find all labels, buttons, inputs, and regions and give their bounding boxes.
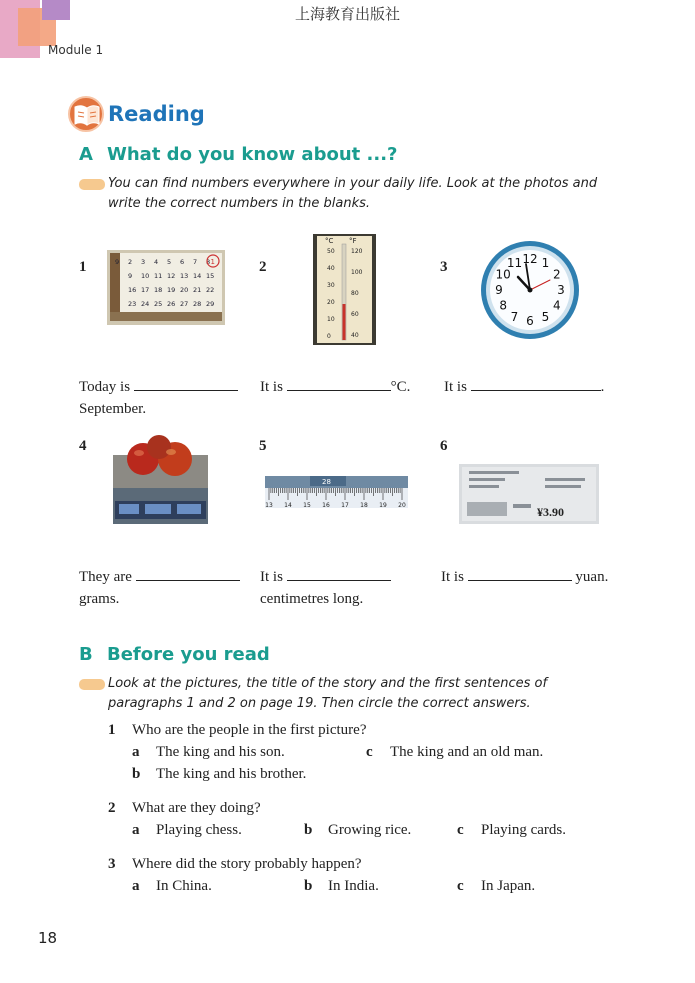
clock-numeral: 8 (499, 298, 508, 313)
clock-numeral: 10 (495, 267, 511, 282)
ruler-tick-label: 13 (265, 502, 273, 509)
item-3-blank[interactable] (471, 377, 601, 391)
q3-option-b[interactable]: b In India. (304, 878, 379, 894)
ruler-tick-label: 18 (360, 502, 368, 509)
item-2-answer: It is °C. (260, 379, 411, 395)
section-b-title: B Before you read (79, 644, 270, 665)
item-5-number: 5 (259, 438, 267, 454)
publisher-name: 上海教育出版社 (294, 5, 400, 23)
thermo-celsius-tick: 20 (327, 299, 335, 306)
thermo-fahrenheit-tick: 80 (351, 290, 359, 297)
item-2-number: 2 (259, 259, 267, 275)
item-6-number: 6 (440, 438, 448, 454)
calendar-row-4: 23 24 25 26 27 28 29 (128, 300, 215, 308)
svg-text:°C: °C (325, 237, 334, 245)
price-text: ¥3.90 (537, 505, 564, 519)
calendar-photo (107, 250, 225, 325)
q1-option-a[interactable]: a The king and his son. (132, 744, 285, 760)
calendar-circled-date: 1 (210, 258, 215, 266)
item-6-blank[interactable] (468, 567, 572, 581)
clock-numeral: 7 (510, 309, 519, 324)
reading-header (68, 96, 205, 132)
item-4-number: 4 (79, 438, 87, 454)
thermo-celsius-tick: 0 (327, 333, 331, 340)
thermo-celsius-tick: 50 (327, 248, 335, 255)
item-3-answer: It is . (444, 379, 605, 395)
clock-numeral: 2 (552, 267, 561, 282)
q1-option-c[interactable]: c The king and an old man. (366, 744, 544, 760)
thermo-fahrenheit-tick: 100 (351, 269, 363, 276)
thermometer-photo (313, 234, 376, 345)
ruler-tick-label: 20 (398, 502, 406, 509)
thermo-celsius-tick: 10 (327, 316, 335, 323)
thermo-fahrenheit-tick: 60 (351, 311, 359, 318)
item-1-answer: Today is September. (79, 376, 238, 420)
clock-numeral: 5 (541, 309, 550, 324)
calendar-row-3: 16 17 18 19 20 21 22 (128, 286, 215, 294)
item-4-answer: They are grams. (79, 566, 240, 610)
svg-text:°F: °F (349, 237, 357, 245)
thermo-fahrenheit-tick: 40 (351, 332, 359, 339)
q3-option-a[interactable]: a In China. (132, 878, 212, 894)
clock-numeral: 4 (552, 298, 561, 313)
ruler-tick-label: 15 (303, 502, 311, 509)
item-3-number: 3 (440, 259, 448, 275)
svg-text:28: 28 (322, 478, 331, 486)
ruler-tick-label: 17 (341, 502, 349, 509)
calendar-row-1: 9 2 3 4 5 6 7 8 (115, 258, 211, 266)
clock-numeral: 12 (522, 252, 538, 266)
thermo-celsius-tick: 30 (327, 282, 335, 289)
item-1-number: 1 (79, 259, 87, 275)
item-5-blank[interactable] (287, 567, 391, 581)
item-6-answer: It is yuan. (441, 569, 609, 585)
clock-photo (478, 236, 582, 344)
ruler-tick-label: 14 (284, 502, 292, 509)
clock-numeral: 1 (541, 256, 550, 271)
question-3: 3 Where did the story probably happen? (108, 856, 362, 872)
item-5-answer: It is centimetres long. (260, 566, 391, 610)
q3-option-c[interactable]: c In Japan. (457, 878, 536, 894)
calendar-row-2: 9 10 11 12 13 14 15 (128, 272, 215, 280)
item-1-blank[interactable] (134, 377, 238, 391)
clock-numeral: 9 (495, 283, 503, 297)
apples-scale-photo (113, 433, 208, 524)
question-1: 1 Who are the people in the first picture? (108, 722, 367, 738)
section-a-title: A What do you know about ...? (79, 144, 398, 165)
clock-numeral: 6 (526, 314, 534, 328)
section-b-instruction: Look at the pictures, the title of the story and the first sentences of paragraphs 1 and 2 on page 19. Then circle the correct answers. (79, 674, 619, 714)
q2-option-a[interactable]: a Playing chess. (132, 822, 242, 838)
item-4-blank[interactable] (136, 567, 240, 581)
page-number: 18 (38, 929, 58, 947)
q2-option-b[interactable]: b Growing rice. (304, 822, 412, 838)
open-book-icon (68, 96, 104, 132)
section-a-instruction: You can find numbers everywhere in your daily life. Look at the photos and write the correct numbers in the blanks. (79, 174, 619, 214)
thermo-fahrenheit-tick: 120 (351, 248, 363, 255)
clock-numeral: 3 (557, 283, 565, 297)
reading-title: Reading (108, 102, 205, 126)
clock-numeral: 11 (506, 256, 523, 271)
ruler-tick-label: 16 (322, 502, 330, 509)
price-label-photo (459, 464, 599, 524)
q2-option-c[interactable]: c Playing cards. (457, 822, 566, 838)
ruler-photo (265, 474, 408, 522)
ruler-tick-label: 19 (379, 502, 387, 509)
question-2: 2 What are they doing? (108, 800, 261, 816)
q1-option-b[interactable]: b The king and his brother. (132, 766, 307, 782)
module-label: Module 1 (48, 43, 104, 57)
thermo-celsius-tick: 40 (327, 265, 335, 272)
item-2-blank[interactable] (287, 377, 391, 391)
